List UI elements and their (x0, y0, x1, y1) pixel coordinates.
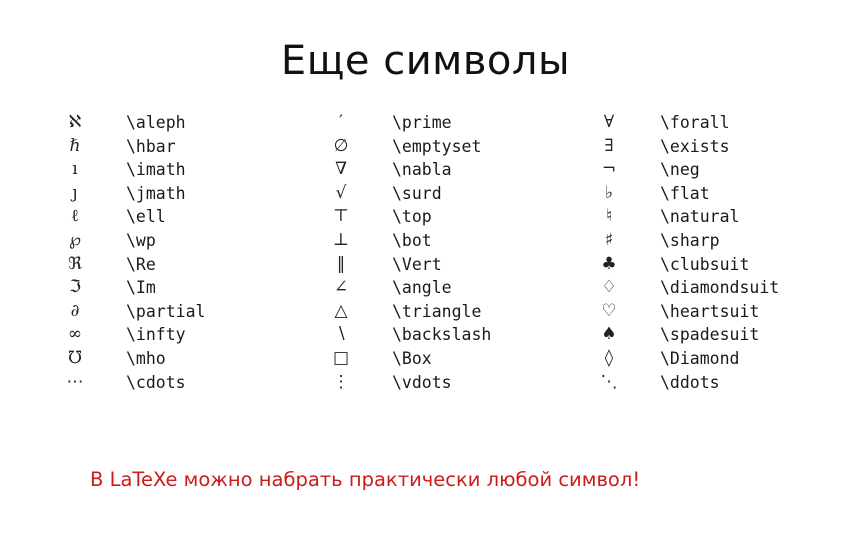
symbol-row (326, 182, 576, 206)
latex-command: \natural (660, 207, 740, 227)
symbol-row (594, 158, 844, 182)
symbol-row (594, 371, 844, 395)
page-title: Еще символы (280, 38, 571, 84)
latex-command: \infty (126, 325, 186, 345)
symbol-glyph: ∀ (603, 112, 615, 132)
symbol-glyph: ∂ (70, 300, 80, 321)
latex-command: \mho (126, 348, 166, 368)
latex-command: \neg (660, 160, 700, 180)
latex-command: \jmath (126, 183, 186, 203)
symbol-column (594, 111, 844, 394)
symbol-glyph: ♡ (601, 300, 617, 321)
latex-command: \ddots (660, 372, 720, 392)
latex-command: \sharp (660, 230, 720, 250)
symbol-row (594, 347, 844, 371)
symbol-glyph: ℵ (68, 112, 82, 132)
latex-command: \hbar (126, 136, 176, 156)
latex-command: \Im (126, 278, 156, 298)
latex-command: \vdots (392, 372, 452, 392)
symbol-glyph: ∠ (333, 277, 349, 298)
symbol-row (594, 182, 844, 206)
symbol-row (326, 371, 576, 395)
symbol-row (60, 276, 310, 300)
latex-command: \bot (392, 230, 432, 250)
symbol-row (594, 253, 844, 277)
latex-command: \spadesuit (660, 325, 760, 345)
symbol-row (60, 158, 310, 182)
symbol-glyph: ℧ (67, 347, 83, 368)
symbol-row (60, 300, 310, 324)
latex-command: \Box (392, 348, 432, 368)
symbol-glyph: ∅ (333, 135, 349, 156)
symbol-row (326, 229, 576, 253)
symbol-glyph: ⊤ (333, 206, 349, 227)
symbol-row (594, 323, 844, 347)
latex-command: \flat (660, 183, 710, 203)
symbol-column (326, 111, 576, 394)
latex-command: \aleph (126, 113, 186, 132)
symbol-row (60, 229, 310, 253)
symbol-glyph: ♮ (605, 206, 613, 227)
symbol-glyph: ℜ (68, 253, 82, 274)
symbol-column (60, 111, 310, 394)
symbol-row (326, 300, 576, 324)
symbol-row (326, 205, 576, 229)
latex-command: \forall (660, 113, 730, 132)
symbol-glyph: ∖ (335, 324, 347, 345)
symbol-row (326, 323, 576, 347)
latex-command: \exists (660, 136, 730, 156)
symbol-glyph: ⋱ (600, 371, 618, 392)
symbol-row (594, 300, 844, 324)
symbol-row (60, 111, 310, 135)
symbol-glyph: ♠ (601, 324, 617, 345)
symbol-row (594, 205, 844, 229)
symbol-row (594, 111, 844, 135)
latex-command: \imath (126, 160, 186, 180)
symbol-row (594, 276, 844, 300)
symbol-glyph: ♣ (601, 253, 617, 274)
symbol-glyph: ℏ (69, 135, 81, 156)
symbol-glyph: ◊ (604, 347, 614, 368)
symbol-row (60, 323, 310, 347)
symbol-row (60, 253, 310, 277)
symbol-glyph: □ (332, 347, 350, 368)
symbol-row (326, 253, 576, 277)
latex-command: \Vert (392, 254, 442, 274)
latex-command: \nabla (392, 160, 452, 180)
symbol-glyph: ∃ (604, 135, 614, 156)
symbol-glyph: √ (335, 182, 347, 203)
latex-command: \heartsuit (660, 301, 760, 321)
latex-command: \top (392, 207, 432, 227)
symbol-glyph: ‖ (336, 253, 346, 274)
symbol-glyph: ı (72, 159, 78, 180)
symbol-row (326, 135, 576, 159)
symbol-row (60, 347, 310, 371)
symbol-glyph: ℑ (69, 277, 81, 298)
symbol-row (60, 182, 310, 206)
symbol-glyph: ⊥ (333, 229, 349, 250)
symbol-glyph: ⋯ (66, 371, 84, 392)
symbol-glyph: ♯ (604, 229, 614, 250)
latex-command: \Diamond (660, 348, 740, 368)
symbol-row (326, 347, 576, 371)
symbol-table (60, 111, 800, 401)
symbol-glyph: ⋮ (332, 371, 350, 392)
symbol-row (594, 135, 844, 159)
latex-command: \triangle (392, 301, 482, 321)
symbol-row (60, 371, 310, 395)
symbol-row (60, 135, 310, 159)
symbol-glyph: ℘ (69, 229, 81, 250)
symbol-glyph: ∇ (335, 159, 347, 180)
latex-command: \prime (392, 113, 452, 132)
symbol-glyph: △ (334, 300, 348, 321)
latex-command: \surd (392, 183, 442, 203)
symbol-glyph: ♢ (601, 277, 617, 298)
symbol-glyph: ȷ (72, 182, 78, 203)
footnote-text: В LaTeXe можно набрать практически любой символ! (90, 468, 641, 491)
latex-command: \diamondsuit (660, 278, 780, 298)
latex-command: \Re (126, 254, 156, 274)
symbol-row (326, 158, 576, 182)
latex-command: \cdots (126, 372, 186, 392)
symbol-row (326, 276, 576, 300)
latex-command: \partial (126, 301, 206, 321)
symbol-glyph: ¬ (601, 159, 617, 180)
symbol-glyph: ♭ (604, 182, 614, 203)
symbol-glyph: ′ (339, 112, 343, 132)
symbol-row (326, 111, 576, 135)
latex-command: \ell (126, 207, 166, 227)
latex-command: \angle (392, 278, 452, 298)
latex-command: \backslash (392, 325, 492, 345)
latex-command: \clubsuit (660, 254, 750, 274)
symbol-glyph: ∞ (67, 324, 83, 345)
symbol-row (60, 205, 310, 229)
symbol-row (594, 229, 844, 253)
symbol-glyph: ℓ (70, 206, 80, 227)
latex-command: \wp (126, 230, 156, 250)
latex-command: \emptyset (392, 136, 482, 156)
